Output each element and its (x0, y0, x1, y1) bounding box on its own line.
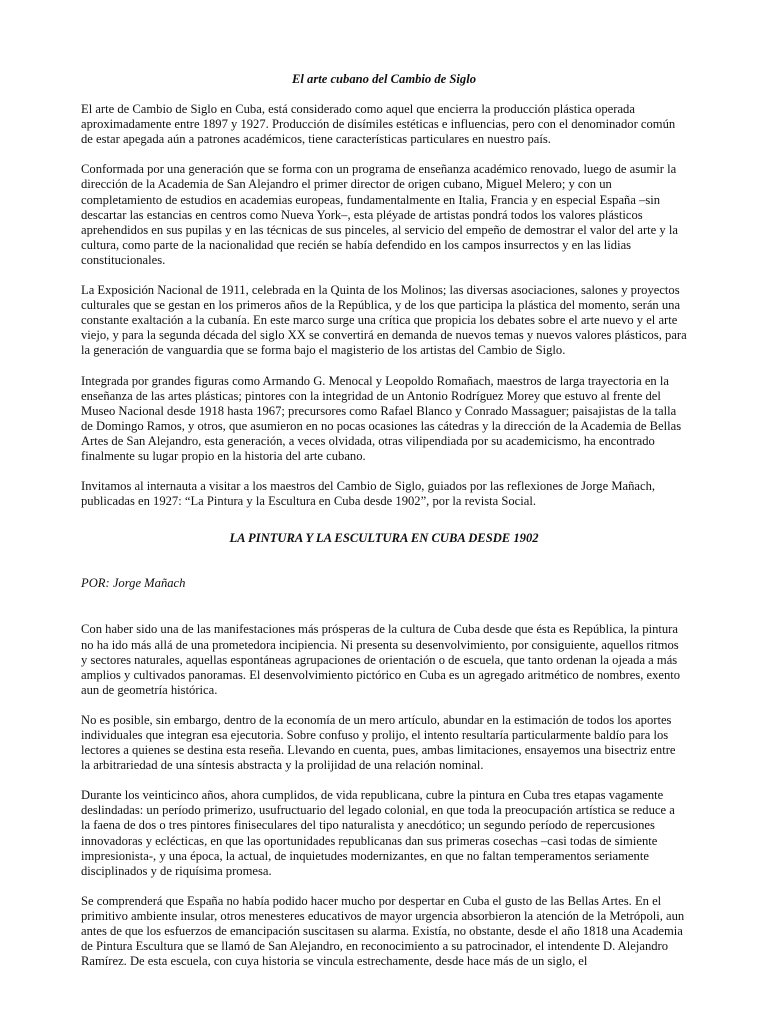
intro-paragraph: El arte de Cambio de Siglo en Cuba, está considerado como aquel que encierra la producción plástica operada aproximadamente entre 1897 y 1927. Producción de disímiles estéticas e influencias, pero con el denominador común de estar apegada aún a patrones académicos, tiene características particulares en nuestro país. (81, 102, 676, 147)
intro-paragraph: Conformada por una generación que se forma con un programa de enseñanza académico renovado, luego de asumir la dirección de la Academia de San Alejandro el primer director de origen cubano, Miguel Melero; y con un completamiento de estudios en academias europeas, fundamentalmente en Italia, Francia y en especial España –sin descartar las estancias en centros como Nueva York–, esta pléyade de artistas pondrá todos los valores plásticos aprehendidos en sus pupilas y en las técnicas de sus pinceles, al servicio del empeño de demostrar el valor del arte y la cultura, como parte de la nacionalidad que recién se había defendido en los campos insurrectos y en las lidias constitucionales. (81, 162, 678, 267)
section-title: LA PINTURA Y LA ESCULTURA EN CUBA DESDE 1902 (229, 531, 539, 546)
author-byline: POR: Jorge Mañach (81, 576, 186, 591)
intro-paragraph: Integrada por grandes figuras como Armando G. Menocal y Leopoldo Romañach, maestros de larga trayectoria en la enseñanza de las artes plásticas; pintores con la integridad de un Antonio Rodríguez Morey que estuvo al frente del Museo Nacional desde 1918 hasta 1967; precursores como Rafael Blanco y Conrado Massaguer; paisajistas de la talla de Domingo Ramos, y otros, que asumieron en no pocas ocasiones las cátedras y la dirección de la Academia de Bellas Artes de San Alejandro, esta generación, a veces olvidada, otras vilipendiada por su academicismo, ha encontrado finalmente su lugar propio en la historia del arte cubano. (81, 373, 682, 463)
intro-paragraph: Invitamos al internauta a visitar a los maestros del Cambio de Siglo, guiados por las reflexiones de Jorge Mañach, publicadas en 1927: “La Pintura y la Escultura en Cuba desde 1902”, por la revista Social. (81, 479, 656, 509)
intro-paragraph: La Exposición Nacional de 1911, celebrada en la Quinta de los Molinos; las diversas asociaciones, salones y proyectos culturales que se gestan en los primeros años de la República, y de los que participa la plástica del momento, serán una constante exaltación a la cubanía. En este marco surge una crítica que propicia los debates sobre el arte nuevo y el arte viejo, y para la segunda década del siglo XX se convertirá en demanda de nuevos temas y nuevos valores plásticos, para la generación de vanguardia que se forma bajo el magisterio de los artistas del Cambio de Siglo. (81, 283, 687, 358)
body-paragraph: Con haber sido una de las manifestaciones más prósperas de la cultura de Cuba desde que ésta es República, la pintura no ha ido más allá de una prometedora incipiencia. Ni presenta su desenvolvimiento, por consiguiente, aquellos ritmos y sectores naturales, aquellas espontáneas agrupaciones de orientación o de escuela, que tanto ordenan la ojeada a más amplios y cultivados panoramas. El desenvolvimiento pictórico en Cuba es un agregado aritmético de nombres, exento aun de geometría histórica. (81, 622, 681, 697)
document-page (81, 72, 687, 984)
document-title: El arte cubano del Cambio de Siglo (291, 72, 477, 86)
body-paragraph: No es posible, sin embargo, dentro de la economía de un mero artículo, abundar en la estimación de todos los aportes individuales que integran esa ejecutoria. Sobre confuso y prolijo, el intento resultaría particularmente baldío para los lectores a quienes se destina esta reseña. Llevando en cuenta, pues, ambas limitaciones, ensayemos una bisectriz entre la arbitrariedad de una síntesis abstracta y la prolijidad de una relación nominal. (81, 712, 676, 773)
body-paragraph: Durante los veinticinco años, ahora cumplidos, de vida republicana, cubre la pintura en Cuba tres etapas vagamente deslindadas: un período primerizo, usufructuario del legado colonial, en que toda la preocupación artística se reduce a la faena de dos o tres pintores finiseculares del tipo naturalista y anecdótico; un segundo período de repercusiones innovadoras y eclécticas, en que las oportunidades republicanas dan sus primeras cosechas –casi todas de simiente impresionista-, y una época, la actual, de inquietudes modernizantes, en que no faltan temperamentos seriamente disciplinados y de riquísima promesa. (81, 788, 675, 878)
body-paragraph: Se comprenderá que España no había podido hacer mucho por despertar en Cuba el gusto de las Bellas Artes. En el primitivo ambiente insular, otros menesteres educativos de mayor urgencia absorbieron la atención de la Metrópoli, aun antes de que los esfuerzos de emancipación suscitasen su alarma. Existía, no obstante, desde el año 1818 una Academia de Pintura Escultura que se llamó de San Alejandro, en reconocimiento a su patrocinador, el intendente D. Alejandro Ramírez. De esta escuela, con cuya historia se vincula estrechamente, desde hace más de un siglo, el (81, 893, 685, 969)
